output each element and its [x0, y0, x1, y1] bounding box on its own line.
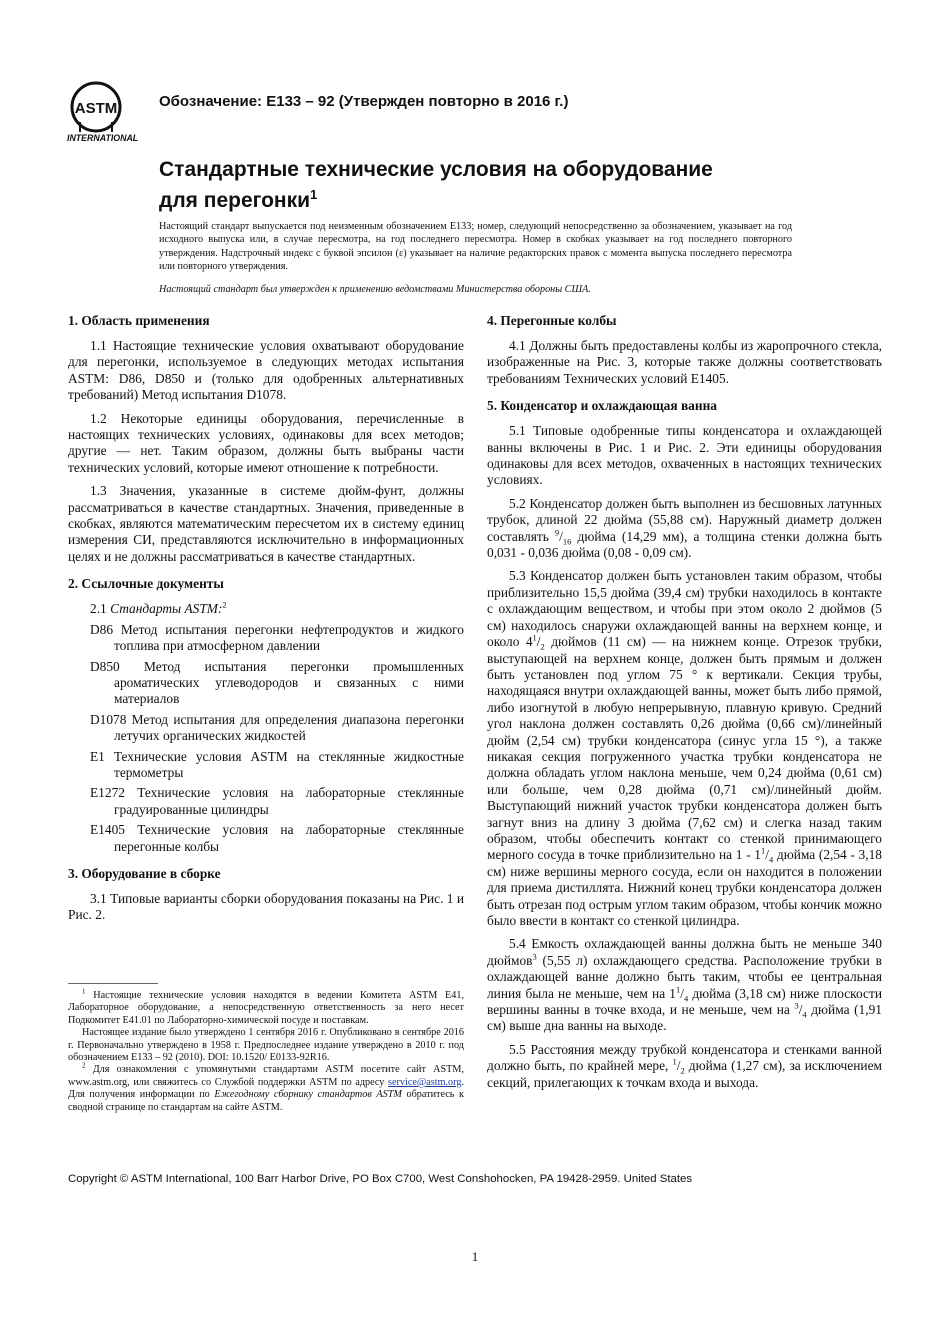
approval-note: Настоящий стандарт был утвержден к применению ведомствами Министерства обороны США. [159, 284, 591, 295]
reference-item: D86 Метод испытания перегонки нефтепродуктов и жидкого топлива при атмосферном давлении [90, 621, 464, 654]
paragraph: 1.3 Значения, указанные в системе дюйм-фунт, должны рассматриваться в качестве стандартных. Значения, приведенные в скобках, являются математическим пересчетом их в систему единиц измерения СИ, представляются исключительно в информационных целях и не должны рассматриваться в качестве стандартных. [68, 483, 464, 564]
reference-item: D1078 Метод испытания для определения диапазона перегонки летучих органических жидкостей [90, 711, 464, 744]
section-2 [68, 575, 464, 855]
footnote-1: $^1$ Настоящие технические условия находятся в ведении Комитета ASTM E41, Лабораторное оборудование, а непосредственную ответственность за него несет Подкомитет E41.01 по Лабораторно-химической посуде и поставкам. [68, 987, 464, 1026]
section-5 [487, 397, 882, 1091]
section-heading: 4. Перегонные колбы [487, 313, 617, 328]
left-column [68, 312, 464, 934]
copyright: Copyright © ASTM International, 100 Barr Harbor Drive, PO Box C700, West Conshohocken, PA 19428-2959. United States [68, 1173, 693, 1185]
paragraph: 5.5 Расстояния между трубкой конденсатора и стенками ванной должно быть, по крайней мере, $^1/_2$ дюйма (1,27 см), за исключением секций, прилегающих к точкам входа и выхода. [487, 1041, 882, 1090]
footnote-mark: 2 [222, 599, 227, 610]
paragraph: 5.2 Конденсатор должен быть выполнен из бесшовных латунных трубок, длиной 22 дюйма (55,88 см). Наружный диаметр должен составлять $^9/_{16}$ дюйма (14,29 мм), а толщина стенки должна быть 0,031 - 0,036 дюйма (0,08 - 0,09 см). [487, 495, 882, 561]
section-3 [68, 865, 464, 924]
section-heading: 1. Область применения [68, 313, 210, 328]
title-line-2: для перегонки [159, 189, 311, 212]
paragraph: 5.3 Конденсатор должен быть установлен таким образом, чтобы приблизительно 15,5 дюйма (39,4 см) трубки находилось в контакте с охлаждающим веществом, и чтобы при этом около 2 дюймов (5 см) находилось снаружи охлаждающей ванны на верхнем конце, и около $4^1/_2$ дюймов (11 см) — на нижнем конце. Отрезок трубки, выступающей на верхнем конце, должен быть прямым и должен быть установлен под углом 75 ° к вертикали. Секция трубы, находящаяся внутри охлаждающей ванны, может быть либо прямой, либо изогнутой в любую непрерывную, плавную кривую. Средний угол наклона должен составлять 0,26 дюйма (0,66 см)/линейный дюйм (2,54 см) трубки конденсатора (синус угла 15 °), а также никакая секция погруженного участка трубки конденсатора не должна обладать углом наклона меньше, чем 0,24 дюйма (0,61 см) или больше, чем 0,28 дюйма (0,71 см)/линейный дюйм. Выступающий нижний участок трубки конденсатора должен быть загнут вниз на длину 3 дюйма (7,62 см) и слегка назад таким образом, чтобы обеспечить контакт со стенкой принимающего мерного сосуда в точке приблизительно на $1 - 1^1/_4$ дюйма (2,54 - 3,18 см) ниже вершины мерного сосуда, если он находится в положении для приема дистиллята. Нижний конец трубки конденсатора должен быть отрезан под острым углом таким образом, чтобы кончик можно было ввести в контакт со стенкой цилиндра. [487, 568, 882, 928]
paragraph: 4.1 Должны быть предоставлены колбы из жаропрочного стекла, изображенные на Рис. 3, которые также должны соответствовать требованиям Технических условий E1405. [487, 338, 882, 386]
document-title [159, 157, 859, 213]
reference-item: E1 Технические условия ASTM на стеклянные жидкостные термометры [90, 748, 464, 780]
paragraph: 5.1 Типовые одобренные типы конденсатора и охлаждающей ванны включены в Рис. 1 и Рис. 2. Эти единицы оборудования одинаковы для всех методов, охваченных в настоящих технических условиях. [487, 423, 882, 488]
reference-item: E1405 Технические условия на лабораторные стеклянные перегонные колбы [90, 822, 464, 854]
paragraph: 5.4 Емкость охлаждающей ванны должна быть не меньше 340 дюймов$^3$ (5,55 л) охлаждающего средства. Расположение трубки в охлаждающей ванне должно быть таким, чтобы ее центральная линия была не меньше, чем на $1^1/_4$ дюйма (3,18 см) ниже плоскости вершины ванны в точке входа, и не меньше, чем на $^3/_4$ дюйма (1,91 см) выше дна ванны на выходе. [487, 936, 882, 1034]
sub-label: Стандарты ASTM: [110, 601, 223, 617]
footnote-2: $^2$ Для ознакомления с упомянутыми стандартами ASTM посетите сайт ASTM, www.astm.org, или свяжитесь со Службой поддержки ASTM по адресу service@astm.org. Для получения информации по Ежегодному сборнику стандартов ASTM обратитесь к сводной странице по стандартам на сайте ASTM. [68, 1062, 464, 1113]
logo-text-bottom: INTERNATIONAL [67, 133, 139, 143]
footnote-divider [68, 983, 158, 984]
support-email-link[interactable]: service@astm.org [388, 1076, 462, 1088]
section-heading: 3. Оборудование в сборке [68, 865, 221, 881]
logo-text-top: ASTM [74, 100, 118, 117]
reference-item: E1272 Технические условия на лабораторные стеклянные градуированные цилиндры [90, 785, 464, 817]
title-footnote-mark: 1 [310, 187, 318, 202]
paragraph: 1.2 Некоторые единицы оборудования, перечисленные в настоящих технических условиях, одинаковы для всех методов; другие — нет. Таким образом, должны быть выбраны части технических условий, которые имеют отношение к потребности. [68, 410, 464, 475]
section-1 [68, 312, 464, 565]
footnotes [68, 987, 464, 1114]
preamble: Настоящий стандарт выпускается под неизменным обозначением E133; номер, следующий непосредственно за обозначением, указывает на год исходного выпуска или, в случае пересмотра, на год последнего пересмотра. Номер в скобках указывает на год последнего повторного утверждения. Надстрочный индекс с буквой эпсилон (ε) указывает на наличие редакторских правок с момента выпуска последнего пересмотра или повторного утверждения. [159, 221, 792, 273]
footnote-1-edition: Настоящее издание было утверждено 1 сентября 2016 г. Опубликовано в сентябре 2016 г. Первоначально утверждено в 1958 г. Предпоследнее издание утверждено в 2010 г. под обозначением E133 – 92 (2010). DOI: 10.1520/ E0133-92R16. [68, 1027, 464, 1064]
section-heading: 2. Ссылочные документы [68, 576, 224, 592]
page-number: 1 [471, 1249, 479, 1264]
astm-logo [66, 78, 152, 144]
section-heading: 5. Конденсатор и охлаждающая ванна [487, 398, 718, 414]
paragraph: 1.1 Настоящие технические условия охватывают оборудование для перегонки, используемое в следующих методах испытания ASTM: D86, D850 и (только для одобренных альтернативных требований) Метод испытания D1078. [68, 338, 464, 403]
title-line-1: Стандартные технические условия на оборудование [159, 158, 713, 181]
sub-prefix: 2.1 [90, 601, 111, 617]
subsection-astm-standards [68, 601, 464, 617]
reference-item: D850 Метод испытания перегонки промышленных ароматических углеводородов и связанных с ними материалов [90, 658, 464, 707]
designation: Обозначение: E133 – 92 (Утвержден повторно в 2016 г.) [159, 93, 569, 110]
right-column [487, 312, 882, 1101]
section-4 [487, 312, 882, 387]
paragraph: 3.1 Типовые варианты сборки оборудования показаны на Рис. 1 и Рис. 2. [68, 890, 464, 923]
